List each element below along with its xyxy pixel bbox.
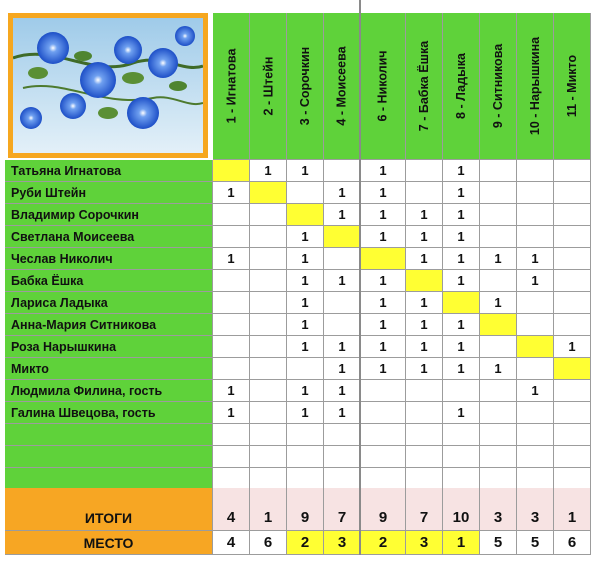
vote-cell: [213, 160, 250, 182]
vote-cell: 1: [287, 226, 324, 248]
vote-cell: [287, 424, 324, 446]
vote-cell: [554, 160, 591, 182]
column-header: [361, 13, 406, 160]
vote-cell: 1: [361, 292, 406, 314]
column-header: [517, 13, 554, 160]
participant-name: Руби Штейн: [5, 182, 213, 204]
vote-cell: [480, 182, 517, 204]
vote-cell: [554, 358, 591, 380]
vote-cell: [213, 292, 250, 314]
participant-name: Анна-Мария Ситникова: [5, 314, 213, 336]
column-header-label: 6 - Николич: [376, 50, 391, 122]
vote-cell: [287, 358, 324, 380]
vote-cell: [361, 424, 406, 446]
vote-cell: [480, 336, 517, 358]
vote-cell: [406, 182, 443, 204]
vote-cell: [213, 270, 250, 292]
column-header: [287, 13, 324, 160]
vote-cell: 1: [443, 182, 480, 204]
vote-cell: [554, 380, 591, 402]
place-value: 5: [517, 531, 554, 555]
vote-cell: 1: [361, 226, 406, 248]
vote-cell: [554, 182, 591, 204]
vote-cell: 1: [443, 402, 480, 424]
vote-cell: 1: [324, 336, 361, 358]
vote-cell: 1: [287, 380, 324, 402]
vote-cell: [517, 468, 554, 490]
vote-cell: [517, 226, 554, 248]
place-value: 3: [406, 531, 443, 555]
total-value: 3: [517, 488, 554, 531]
column-header: [324, 13, 361, 160]
vote-cell: 1: [443, 358, 480, 380]
vote-cell: [250, 358, 287, 380]
column-header-label: 8 - Ладыка: [454, 53, 469, 119]
vote-cell: [250, 314, 287, 336]
vote-cell: [406, 424, 443, 446]
vote-cell: [554, 248, 591, 270]
vote-cell: [213, 358, 250, 380]
column-header: [480, 13, 517, 160]
vote-cell: [287, 182, 324, 204]
place-value: 6: [250, 531, 287, 555]
column-header: [554, 13, 591, 160]
vote-cell: 1: [250, 160, 287, 182]
place-value: 5: [480, 531, 517, 555]
vote-cell: 1: [324, 358, 361, 380]
participant-name: Микто: [5, 358, 213, 380]
vote-cell: [554, 402, 591, 424]
participant-name: [5, 468, 213, 490]
vote-cell: [213, 226, 250, 248]
vote-cell: [406, 380, 443, 402]
vote-cell: [250, 270, 287, 292]
total-value: 7: [406, 488, 443, 531]
column-header-label: 4 - Моисеева: [335, 46, 349, 126]
vote-cell: 1: [443, 226, 480, 248]
vote-cell: [554, 226, 591, 248]
vote-cell: 1: [443, 270, 480, 292]
vote-cell: 1: [406, 292, 443, 314]
vote-cell: [406, 160, 443, 182]
vote-cell: 1: [287, 248, 324, 270]
total-value: 4: [213, 488, 250, 531]
vote-cell: [324, 226, 361, 248]
vote-cell: 1: [443, 248, 480, 270]
place-value: 2: [361, 531, 406, 555]
vote-cell: [443, 468, 480, 490]
vote-cell: [324, 446, 361, 468]
vote-cell: 1: [517, 380, 554, 402]
vote-cell: [517, 314, 554, 336]
vote-cell: [361, 248, 406, 270]
vote-cell: 1: [443, 336, 480, 358]
vote-cell: [324, 160, 361, 182]
vote-cell: [361, 402, 406, 424]
vote-cell: [480, 204, 517, 226]
vote-cell: [287, 204, 324, 226]
participant-name: Бабка Ёшка: [5, 270, 213, 292]
vote-cell: 1: [517, 270, 554, 292]
participant-name: Роза Нарышкина: [5, 336, 213, 358]
vote-cell: [517, 358, 554, 380]
vote-cell: [554, 446, 591, 468]
column-header: [406, 13, 443, 160]
vote-cell: [480, 380, 517, 402]
vote-cell: 1: [361, 336, 406, 358]
vote-cell: 1: [517, 248, 554, 270]
vote-cell: [287, 468, 324, 490]
total-value: 9: [361, 488, 406, 531]
vote-cell: [250, 424, 287, 446]
vote-cell: [250, 226, 287, 248]
participant-name: Чеслав Николич: [5, 248, 213, 270]
vote-cell: 1: [443, 204, 480, 226]
vote-cell: 1: [361, 182, 406, 204]
vote-cell: 1: [324, 270, 361, 292]
place-value: 2: [287, 531, 324, 555]
vote-cell: 1: [406, 226, 443, 248]
vote-cell: 1: [361, 358, 406, 380]
column-header-label: 3 - Сорочкин: [298, 46, 312, 126]
vote-cell: 1: [361, 160, 406, 182]
participant-name: Светлана Моисеева: [5, 226, 213, 248]
vote-cell: [517, 336, 554, 358]
vote-cell: 1: [406, 204, 443, 226]
participant-name: Галина Швецова, гость: [5, 402, 213, 424]
vote-cell: [406, 446, 443, 468]
vote-cell: 1: [443, 314, 480, 336]
vote-cell: [480, 402, 517, 424]
participant-name: Владимир Сорочкин: [5, 204, 213, 226]
vote-cell: [517, 292, 554, 314]
vote-cell: 1: [213, 380, 250, 402]
vote-cell: [554, 270, 591, 292]
participant-name: [5, 424, 213, 446]
vote-cell: 1: [287, 160, 324, 182]
vote-cell: [250, 336, 287, 358]
column-header-label: 7 - Бабка Ёшка: [417, 40, 432, 132]
participant-name: Людмила Филина, гость: [5, 380, 213, 402]
vote-cell: [554, 292, 591, 314]
column-header-label: 2 - Штейн: [261, 56, 275, 116]
vote-cell: 1: [324, 204, 361, 226]
vote-cell: 1: [287, 314, 324, 336]
vote-cell: [443, 292, 480, 314]
morning-glory-image: [13, 18, 203, 153]
vote-cell: [480, 446, 517, 468]
participant-name: Лариса Ладыка: [5, 292, 213, 314]
vote-cell: 1: [324, 380, 361, 402]
vote-cell: [480, 314, 517, 336]
vote-cell: 1: [554, 336, 591, 358]
participant-name: Татьяна Игнатова: [5, 160, 213, 182]
vote-cell: 1: [213, 402, 250, 424]
column-header: [213, 13, 250, 160]
column-header: [250, 13, 287, 160]
vote-cell: 1: [406, 358, 443, 380]
vote-cell: [517, 446, 554, 468]
vote-cell: [480, 468, 517, 490]
column-header-label: 10 - Нарышкина: [528, 36, 543, 136]
participant-name: [5, 446, 213, 468]
vote-cell: [250, 204, 287, 226]
total-value: 7: [324, 488, 361, 531]
total-value: 9: [287, 488, 324, 531]
vote-cell: 1: [287, 402, 324, 424]
vote-cell: [213, 204, 250, 226]
vote-cell: [480, 226, 517, 248]
vote-cell: [406, 468, 443, 490]
column-header-label: 11 - Микто: [565, 54, 579, 118]
vote-cell: [480, 424, 517, 446]
vote-cell: [361, 446, 406, 468]
vote-cell: 1: [324, 402, 361, 424]
vote-cell: [250, 380, 287, 402]
vote-cell: 1: [406, 248, 443, 270]
vote-cell: [443, 380, 480, 402]
vote-cell: [554, 468, 591, 490]
totals-label: ИТОГИ: [5, 488, 213, 531]
column-header-label: 9 - Ситникова: [491, 43, 506, 129]
vote-cell: [517, 182, 554, 204]
vote-cell: [517, 160, 554, 182]
vote-cell: [554, 314, 591, 336]
vote-cell: [517, 204, 554, 226]
place-label: МЕСТО: [5, 531, 213, 555]
vote-cell: [250, 402, 287, 424]
vote-cell: [250, 248, 287, 270]
vote-cell: [324, 314, 361, 336]
vote-cell: [443, 446, 480, 468]
vote-cell: 1: [213, 182, 250, 204]
vote-cell: 1: [480, 358, 517, 380]
vote-cell: [213, 446, 250, 468]
vote-cell: 1: [361, 204, 406, 226]
place-value: 1: [443, 531, 480, 555]
total-value: 1: [250, 488, 287, 531]
vote-cell: [324, 468, 361, 490]
place-value: 6: [554, 531, 591, 555]
vote-cell: [324, 424, 361, 446]
total-value: 1: [554, 488, 591, 531]
total-value: 3: [480, 488, 517, 531]
vote-cell: 1: [406, 314, 443, 336]
vote-cell: [554, 204, 591, 226]
flower-photo: [8, 13, 208, 158]
vote-cell: 1: [287, 336, 324, 358]
place-value: 4: [213, 531, 250, 555]
vote-cell: [517, 424, 554, 446]
vote-cell: [406, 402, 443, 424]
vote-cell: 1: [480, 292, 517, 314]
total-value: 10: [443, 488, 480, 531]
vote-cell: 1: [361, 270, 406, 292]
vote-cell: 1: [480, 248, 517, 270]
vote-cell: [361, 380, 406, 402]
column-header: [443, 13, 480, 160]
vote-cell: [361, 468, 406, 490]
vote-cell: [250, 292, 287, 314]
vote-cell: 1: [406, 336, 443, 358]
vote-cell: 1: [213, 248, 250, 270]
vote-cell: [250, 182, 287, 204]
vote-cell: 1: [361, 314, 406, 336]
vote-cell: [443, 424, 480, 446]
vote-cell: 1: [324, 182, 361, 204]
vote-cell: [406, 270, 443, 292]
group-separator: [359, 0, 361, 555]
place-value: 3: [324, 531, 361, 555]
vote-cell: [250, 446, 287, 468]
vote-cell: [213, 336, 250, 358]
vote-cell: [554, 424, 591, 446]
vote-cell: [480, 270, 517, 292]
vote-cell: [517, 402, 554, 424]
vote-cell: [213, 468, 250, 490]
vote-cell: [213, 424, 250, 446]
vote-cell: 1: [287, 270, 324, 292]
vote-cell: [480, 160, 517, 182]
vote-cell: 1: [287, 292, 324, 314]
vote-cell: [250, 468, 287, 490]
column-header-label: 1 - Игнатова: [224, 48, 239, 124]
vote-cell: 1: [443, 160, 480, 182]
vote-cell: [287, 446, 324, 468]
vote-cell: [324, 292, 361, 314]
vote-cell: [213, 314, 250, 336]
vote-cell: [324, 248, 361, 270]
